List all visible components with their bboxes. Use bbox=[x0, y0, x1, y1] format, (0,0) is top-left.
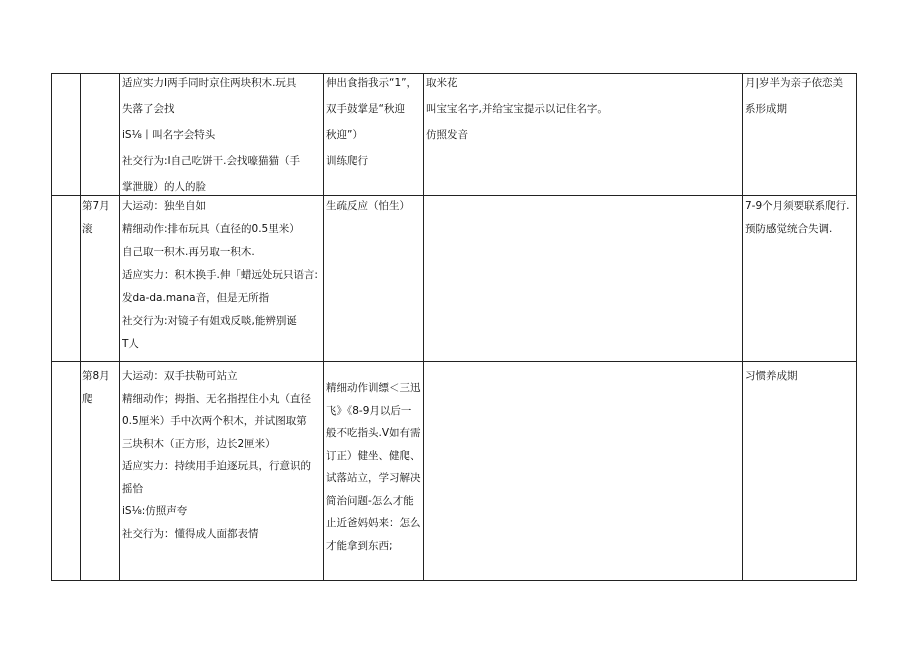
row-3-training-line: 般不吃指头.V如有需 bbox=[326, 427, 421, 439]
row-3-development-line: 精细动作；拇指、无名指捏住小丸（直径 bbox=[122, 392, 311, 405]
row-3-development-line: 适应实力：持续用手迫逐玩具，行意识的 bbox=[122, 460, 311, 472]
row-2-development-line: 大运动：独坐自如 bbox=[122, 200, 206, 212]
row-3-development-line: 0.5厘米）手中次两个积木，并试图取第 bbox=[122, 415, 307, 427]
row-2-development-line: 精细动作:排布玩具（直径的0.5里米） bbox=[122, 223, 300, 235]
row-2-notes-line: 预防感觉统合失调. bbox=[745, 223, 833, 235]
row-2-training-line: 生疏反应（怕生） bbox=[326, 200, 410, 212]
row-3-training-line: 简治问题-怎么才能 bbox=[326, 494, 414, 507]
row-1-notes-line: 系形成期 bbox=[745, 103, 787, 115]
row-1-training-line: 训练爬行 bbox=[326, 155, 368, 167]
row-3-development-line: 社交行为：懂得成人面都表情 bbox=[122, 527, 259, 540]
row-1-development-cell bbox=[122, 76, 322, 194]
table-bottom-border bbox=[51, 580, 857, 581]
row-3-development-line: 三块积木（正方形，边长2匣米） bbox=[122, 437, 276, 450]
row-2-month-label: 第7月 bbox=[82, 200, 110, 212]
row-2-training-cell bbox=[326, 199, 422, 359]
col-border-right bbox=[856, 73, 857, 581]
col-divider-5 bbox=[742, 73, 743, 581]
row-3-notes-cell bbox=[745, 369, 855, 577]
row-1-development-line: 失落了会找 bbox=[122, 103, 175, 115]
row-3-development-line: iS⅛:仿照声夸 bbox=[122, 505, 188, 517]
row-2-development-line: 适应实力：积木换手.伸「蜡远处玩只语言: bbox=[122, 269, 318, 281]
row-1-training-cell bbox=[326, 76, 422, 194]
row-1-development-line: iS⅛丨叫名字会特头 bbox=[122, 129, 216, 141]
row-3-training-line: 试落站立，学习解决 bbox=[326, 472, 421, 484]
row-2-month-cell bbox=[82, 199, 118, 359]
row-2-development-line: T人 bbox=[122, 338, 139, 350]
row-2-development-line: 发da-da.mana音，但是无所指 bbox=[122, 292, 270, 304]
col-border-left bbox=[51, 73, 52, 581]
row-1-notes-cell bbox=[745, 76, 855, 194]
row-2-development-line: 自己取一积木.再另取一积木. bbox=[122, 246, 255, 258]
row-3-development-cell bbox=[122, 369, 322, 579]
row-3-stage-label: 爬 bbox=[82, 392, 93, 405]
row-1-games-line: 仿照发音 bbox=[426, 129, 468, 141]
row-3-training-line: 飞》《8-9月以后一 bbox=[326, 404, 412, 417]
row-1-development-line: 掌泄胧）的人的脸 bbox=[122, 181, 206, 193]
col-divider-3 bbox=[323, 73, 324, 581]
row-1-games-line: 叫宝宝名字,并给宝宝提示以记住名字。 bbox=[426, 103, 608, 115]
row-1-development-line: 社交行为:I自己吃饼干.会找嚎猫猫（手 bbox=[122, 155, 300, 167]
row-divider-2 bbox=[51, 361, 857, 362]
row-3-notes-line: 习惯养成期 bbox=[745, 370, 798, 382]
row-1-training-line: 伸出食指我示“1”， bbox=[326, 77, 418, 89]
row-1-notes-line: 月|岁半为亲子依恋美 bbox=[745, 77, 844, 89]
row-3-month-label: 第8月 bbox=[82, 370, 110, 382]
row-1-development-line: 适应实力I两手同时京住两块积木.玩具 bbox=[122, 77, 297, 89]
row-divider-1 bbox=[51, 195, 857, 196]
row-3-training-line: 订正）健坐、健爬、 bbox=[326, 449, 421, 462]
row-1-games-cell bbox=[426, 76, 740, 194]
row-2-development-line: 社交行为:对镜子有姐戏反啖,能辨别诞 bbox=[122, 315, 297, 327]
row-3-training-line: 止近爸妈妈来：怎么 bbox=[326, 517, 421, 529]
row-2-notes-line: 7-9个月须要联系爬行. bbox=[745, 200, 850, 212]
row-1-training-line: 双手鼓掌是“秋迎 bbox=[326, 103, 405, 115]
row-3-development-line: 摇恰 bbox=[122, 482, 143, 495]
table-top-border bbox=[51, 73, 857, 74]
col-divider-1 bbox=[80, 73, 81, 581]
row-3-development-line: 大运动：双手扶勒可站立 bbox=[122, 370, 238, 382]
row-1-games-line: 取米花 bbox=[426, 77, 458, 89]
row-2-stage-label: 滚 bbox=[82, 223, 93, 235]
row-1-training-line: 秋迎”） bbox=[326, 129, 363, 141]
row-3-month-cell bbox=[82, 369, 118, 577]
row-2-development-cell bbox=[122, 199, 322, 359]
row-3-training-cell bbox=[326, 381, 422, 579]
row-2-notes-cell bbox=[745, 199, 855, 359]
col-divider-4 bbox=[423, 73, 424, 581]
row-3-training-line: 才能拿到东西; bbox=[326, 539, 393, 552]
row-3-training-line: 精细动作训缥＜三迅 bbox=[326, 382, 421, 394]
col-divider-2 bbox=[119, 73, 120, 581]
